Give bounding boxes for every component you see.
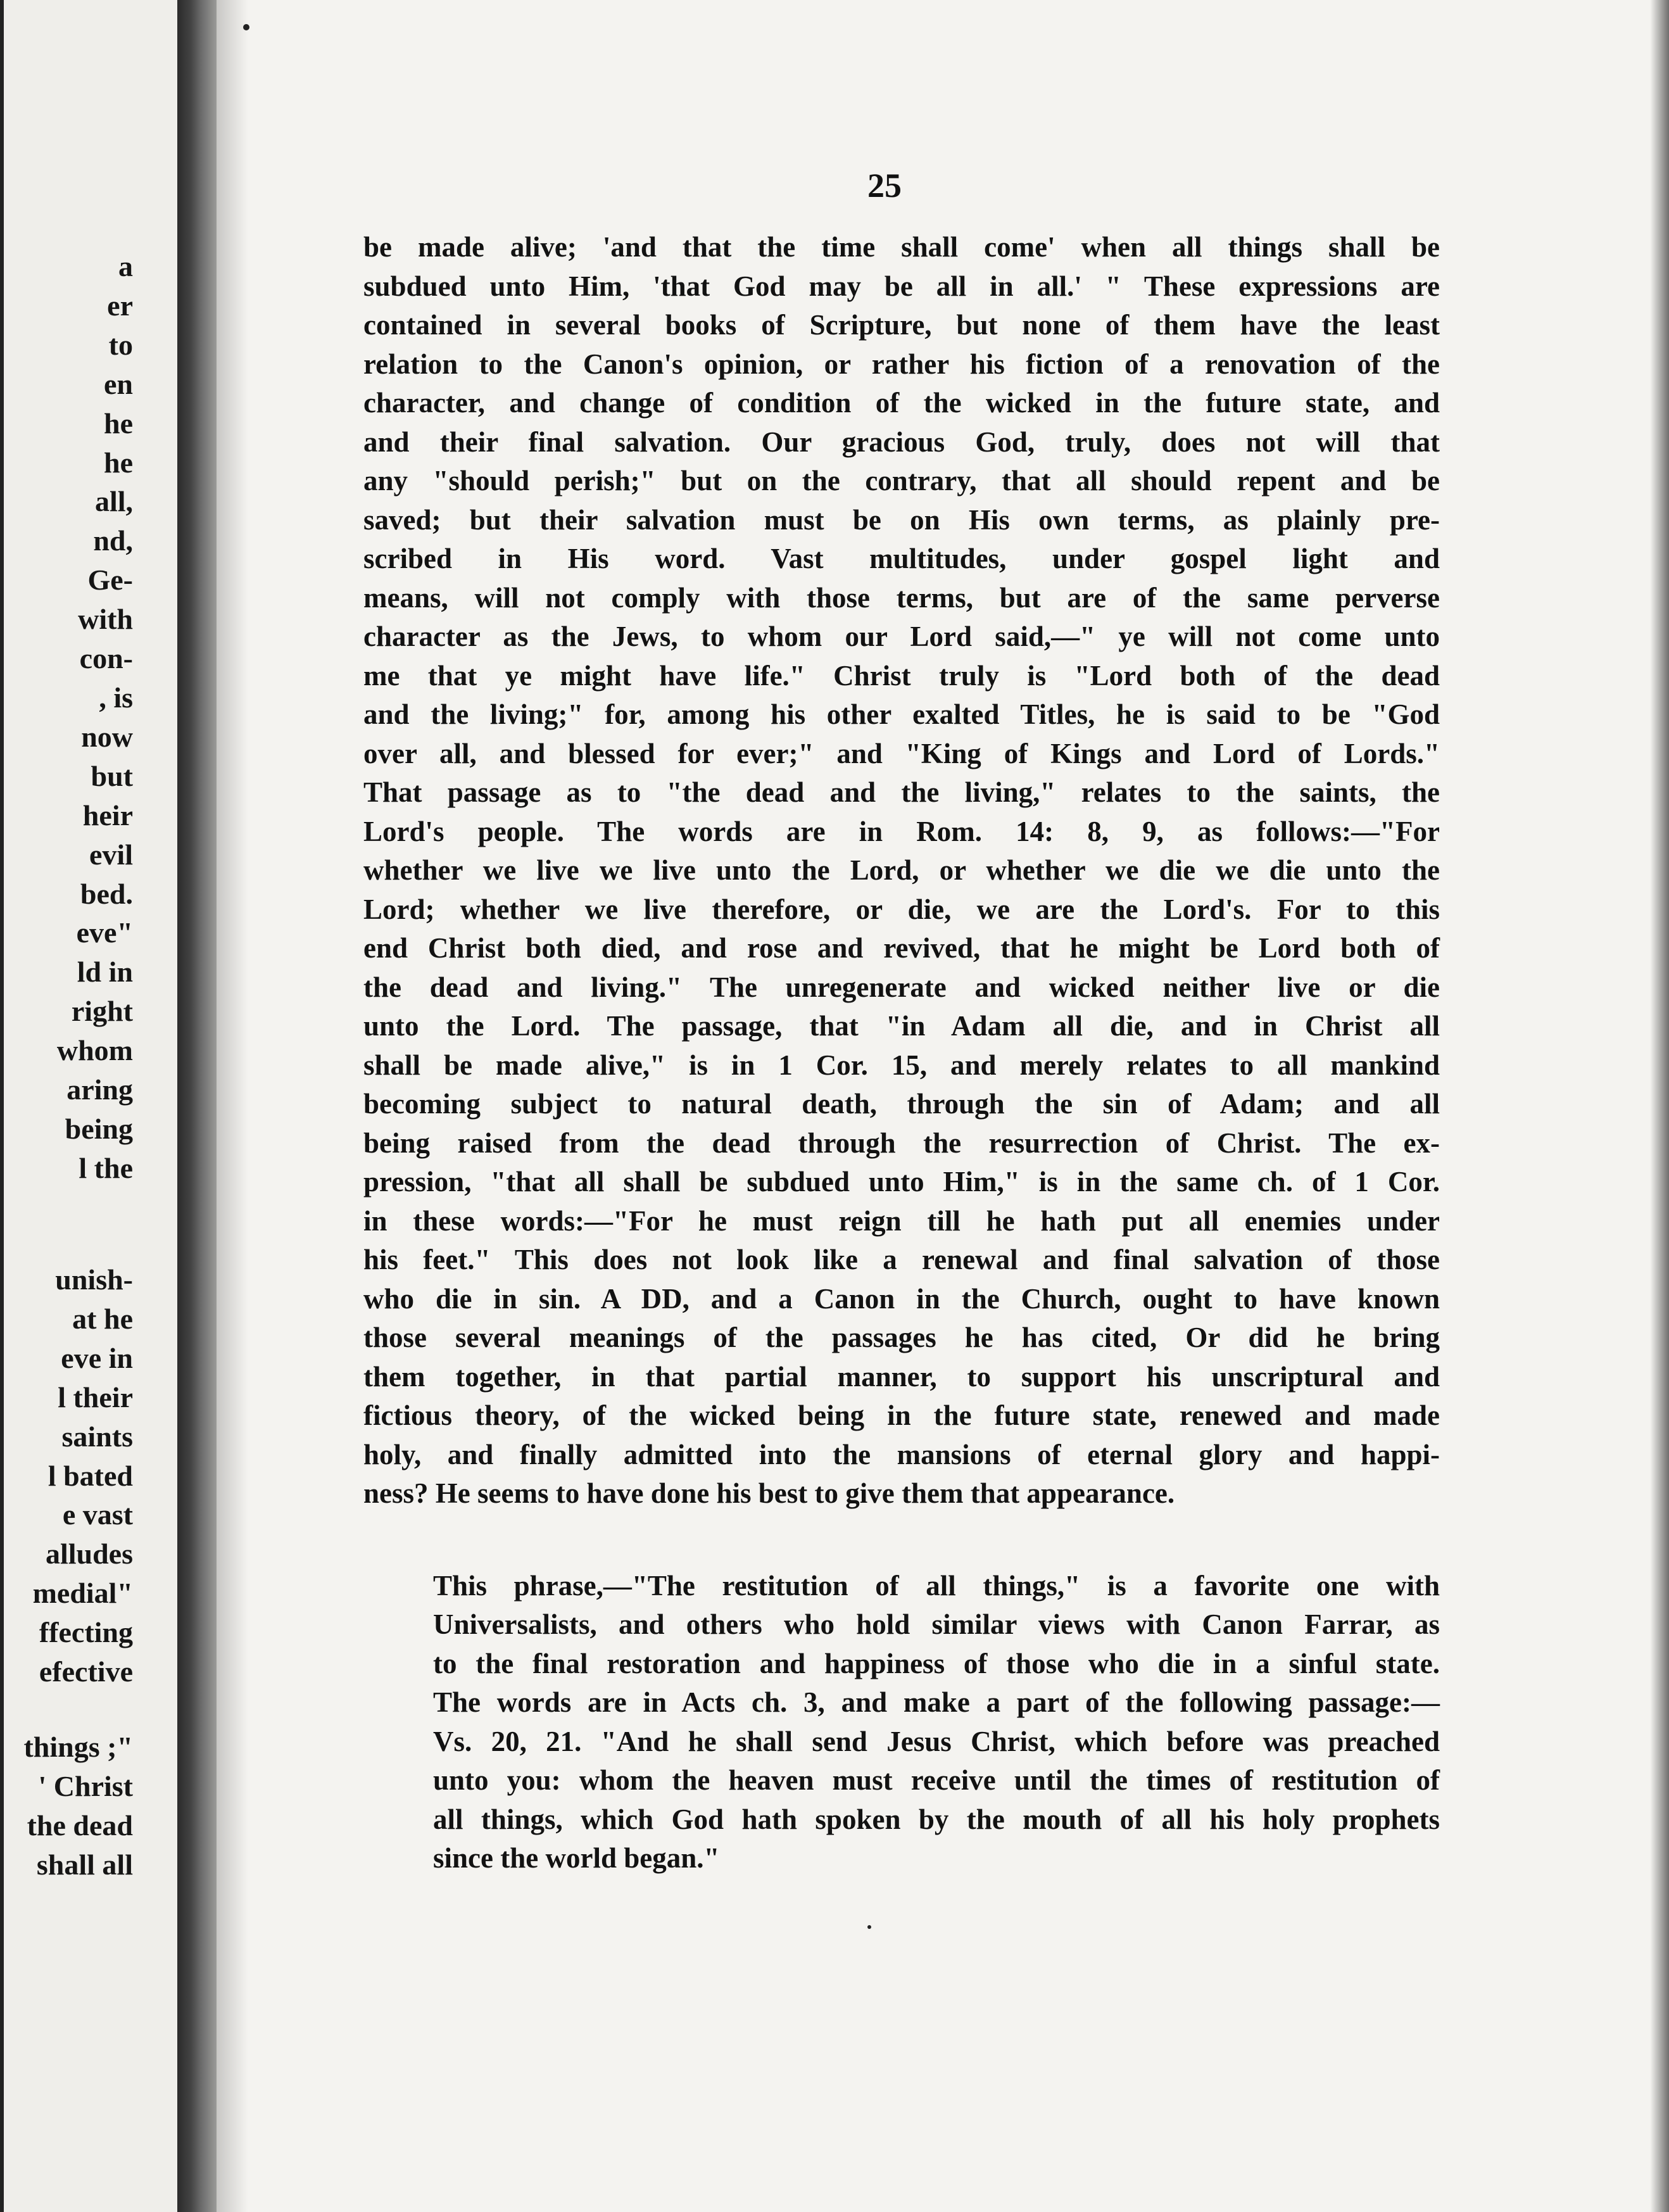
text-line: the dead and living." The unregenerate and wicked neither live or die xyxy=(363,971,1440,1003)
facing-page-line: l the xyxy=(79,1151,133,1184)
facing-page-line: con- xyxy=(79,642,133,675)
text-line: holy, and finally admitted into the mansions of eternal glory and happi- xyxy=(363,1438,1440,1470)
text-line: his feet." This does not look like a renewal and final salvation of those xyxy=(363,1244,1440,1275)
facing-page-line: he xyxy=(104,446,133,479)
facing-page-line: l their xyxy=(58,1381,133,1413)
facing-page-line: er xyxy=(107,289,133,322)
page-edge xyxy=(0,0,4,2212)
facing-page-text-middle xyxy=(33,1260,133,1691)
facing-page-line: Ge- xyxy=(87,564,133,597)
right-page-edge xyxy=(1650,0,1669,2212)
scan-speck xyxy=(867,1925,871,1929)
text-line: character as the Jews, to whom our Lord said,—" ye will not come unto xyxy=(363,621,1440,652)
facing-page-line: to xyxy=(108,328,133,361)
body-text xyxy=(363,228,1440,1878)
text-line: That passage as to "the dead and the living," relates to the saints, the xyxy=(363,776,1440,808)
text-line: means, will not comply with those terms, but are of the same perverse xyxy=(363,581,1440,614)
facing-page-line: , is xyxy=(99,681,133,714)
facing-page-line: whom xyxy=(56,1034,133,1067)
facing-page-line: heir xyxy=(82,799,133,831)
text-line: scribed in His word. Vast multitudes, under gospel light and xyxy=(363,543,1440,574)
facing-page-line: ld in xyxy=(77,956,133,989)
facing-page-line: saints xyxy=(61,1420,133,1453)
facing-page-line: efective xyxy=(39,1655,133,1688)
facing-page-line: shall all xyxy=(36,1848,133,1881)
facing-page-line: ffecting xyxy=(39,1616,133,1649)
text-line: saved; but their salvation must be on His own terms, as plainly pre- xyxy=(363,503,1440,536)
facing-page-line: alludes xyxy=(45,1538,133,1571)
facing-page-line: all, xyxy=(94,485,133,518)
text-line: pression, "that all shall be subdued unto Him," is in the same ch. of 1 Cor. xyxy=(363,1166,1440,1198)
text-line: Lord's people. The words are in Rom. 14: 8, 9, as follows:—"For xyxy=(363,815,1440,847)
text-line: character, and change of condition of the wicked in the future state, and xyxy=(363,387,1440,419)
text-line: in these words:—"For he must reign till he hath put all enemies under xyxy=(363,1204,1440,1237)
text-line: and the living;" for, among his other exalted Titles, he is said to be "God xyxy=(363,698,1440,730)
text-line: shall be made alive," is in 1 Cor. 15, and merely relates to all mankind xyxy=(363,1049,1440,1081)
facing-page-line: en xyxy=(104,367,133,400)
text-line: me that ye might have life." Christ truly is "Lord both of the dead xyxy=(363,659,1440,692)
text-line: and their final salvation. Our gracious God, truly, does not will that xyxy=(363,426,1440,458)
facing-page-line: e vast xyxy=(62,1498,133,1531)
text-line: Universalists, and others who hold similar views with Canon Farrar, as xyxy=(433,1608,1440,1640)
text-line: This phrase,—"The restitution of all things," is a favorite one with xyxy=(433,1569,1440,1602)
facing-page-line: nd, xyxy=(93,524,133,557)
text-line: contained in several books of Scripture, but none of them have the least xyxy=(363,309,1440,341)
facing-page-line: but xyxy=(91,759,133,792)
facing-page-line: at he xyxy=(72,1302,133,1335)
gutter-shadow xyxy=(217,0,248,2212)
text-line: over all, and blessed for ever;" and "King of Kings and Lord of Lords." xyxy=(363,737,1440,769)
facing-page-line: with xyxy=(78,603,133,636)
text-line: fictious theory, of the wicked being in the future state, renewed and made xyxy=(363,1400,1440,1431)
facing-page-line: things ;" xyxy=(23,1731,133,1763)
text-line: them together, in that partial manner, to support his unscriptural and xyxy=(363,1360,1440,1393)
facing-page-fragment xyxy=(0,0,177,2212)
text-line: all things, which God hath spoken by the mouth of all his holy prophets xyxy=(433,1803,1440,1835)
facing-page-line: a xyxy=(118,250,133,282)
text-line: subdued unto Him, 'that God may be all in all.' " These expressions are xyxy=(363,270,1440,302)
facing-page-line: eve in xyxy=(61,1341,133,1374)
facing-page-line: evil xyxy=(89,838,133,871)
text-line: relation to the Canon's opinion, or rather his fiction of a renovation of the xyxy=(363,348,1440,380)
facing-page-text-top xyxy=(57,247,133,1188)
text-line: unto you: whom the heaven must receive until the times of restitution of xyxy=(433,1764,1440,1796)
page-number: 25 xyxy=(867,167,902,205)
text-line: whether we live we live unto the Lord, or whether we die we die unto the xyxy=(363,854,1440,886)
facing-page-line: eve" xyxy=(76,916,133,949)
text-line: who die in sin. A DD, and a Canon in the Church, ought to have known xyxy=(363,1282,1440,1315)
text-line: becoming subject to natural death, through the sin of Adam; and all xyxy=(363,1088,1440,1120)
paragraph-1 xyxy=(363,228,1440,1514)
facing-page-line: aring xyxy=(66,1073,133,1106)
text-line: ness? He seems to have done his best to give them that appearance. xyxy=(363,1477,1175,1509)
facing-page-line: l bated xyxy=(47,1459,133,1492)
facing-page-line: medial" xyxy=(32,1577,133,1610)
text-line: to the final restoration and happiness of those who die in a sinful state. xyxy=(433,1647,1440,1679)
binding-gutter xyxy=(177,0,217,2212)
facing-page-line: bed. xyxy=(80,877,133,910)
text-line: be made alive; 'and that the time shall come' when all things shall be xyxy=(363,231,1440,263)
text-line: Vs. 20, 21. "And he shall send Jesus Christ, which before was preached xyxy=(433,1725,1440,1757)
text-line: The words are in Acts ch. 3, and make a part of the following passage:— xyxy=(433,1686,1440,1718)
facing-page-line: now xyxy=(81,720,133,753)
text-line: end Christ both died, and rose and revived, that he might be Lord both of xyxy=(363,932,1440,964)
facing-page-line: being xyxy=(65,1112,133,1145)
facing-page-line: right xyxy=(71,995,133,1028)
text-line: since the world began." xyxy=(433,1842,720,1874)
facing-page-line: unish- xyxy=(55,1263,133,1296)
text-line: any "should perish;" but on the contrary, that all should repent and be xyxy=(363,465,1440,496)
text-line: being raised from the dead through the resurrection of Christ. The ex- xyxy=(363,1127,1440,1159)
text-line: those several meanings of the passages he has cited, Or did he bring xyxy=(363,1322,1440,1353)
text-line: Lord; whether we live therefore, or die, we are the Lord's. For to this xyxy=(363,893,1440,925)
facing-page-text-bottom xyxy=(23,1728,133,1885)
paragraph-2 xyxy=(363,1567,1440,1878)
text-line: unto the Lord. The passage, that "in Adam all die, and in Christ all xyxy=(363,1010,1440,1042)
scan-speck xyxy=(243,24,249,30)
facing-page-line: he xyxy=(104,407,133,439)
facing-page-line: the dead xyxy=(27,1809,133,1842)
facing-page-line: ' Christ xyxy=(38,1769,133,1802)
